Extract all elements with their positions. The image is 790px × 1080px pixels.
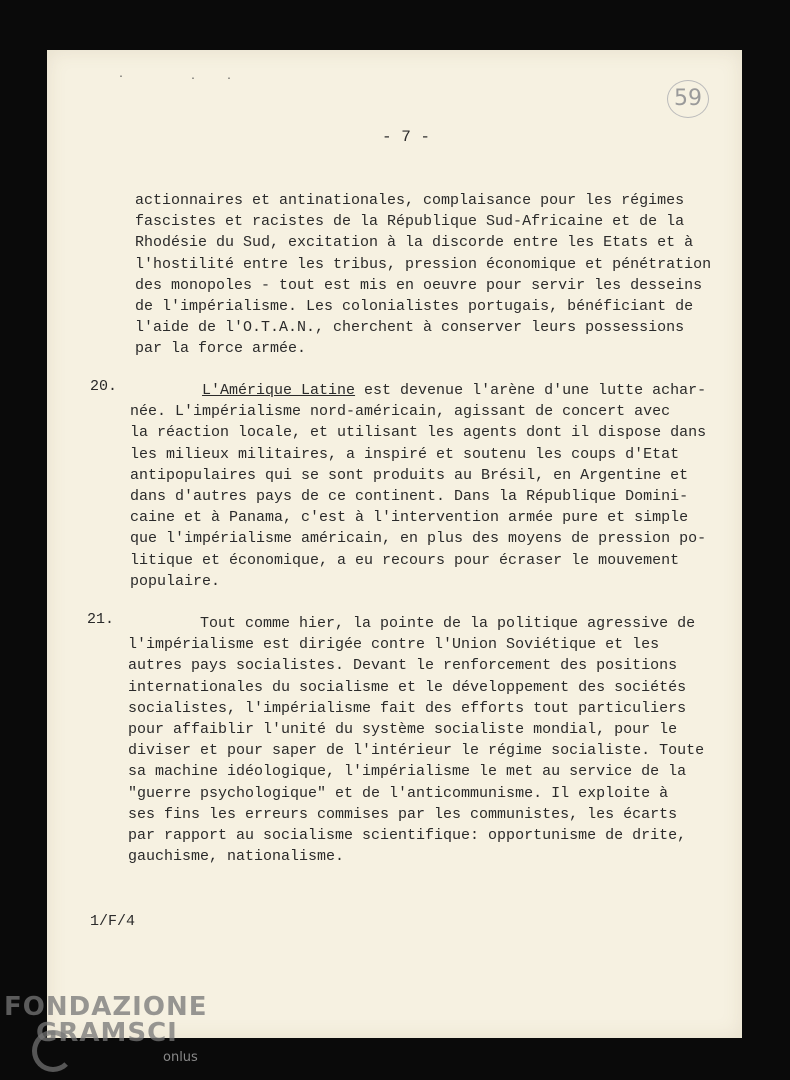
paper-specks: · .. bbox=[118, 72, 263, 83]
paragraph-21: Tout comme hier, la pointe de la politique agressive de l'impérialisme est dirigée contre l'Union Soviétique et les autres pays socialistes. Devant le renforcement des positions internationales du socialisme et le développement des sociétés socialistes, l'impérialisme fait des efforts tout particuliers pour affaiblir l'unité du système socialiste mondial, pour le diviser et pour saper de l'intérieur le régime socialiste. Toute sa machine idéologique, l'impérialisme le met au service de la "guerre psychologique" et de l'anticommunisme. Il exploite à ses fins les erreurs commises par les communistes, les écarts par rapport au socialisme scientifique: opportunisme de drite, gauchisme, nationalisme. bbox=[128, 615, 705, 866]
underlined-heading: L'Amérique Latine bbox=[202, 382, 356, 399]
paragraph-20-body: née. L'impérialisme nord-américain, agissant de concert avec la réaction locale, et utilisant les agents dont il dispose dans les milieux militaires, a inspiré et soutenu les coups d'Etat antipopulaires qui se sont produits au Brésil, en Argentine et dans d'autres pays de ce continent. Dans la République Domini- caine et à Panama, c'est à l'intervention armée pure et simple que l'impérialisme américain, en plus des moyens de pression po- litique et économique, a eu recours pour écraser le mouvement populaire. bbox=[130, 403, 707, 590]
watermark-line-1: FONDAZIONE bbox=[4, 992, 208, 1022]
paragraph-number-21: 21. bbox=[87, 611, 115, 628]
paragraph-number-20: 20. bbox=[90, 378, 118, 395]
watermark-line-2: GRAMSCI bbox=[36, 1018, 178, 1048]
watermark-line-3: onlus bbox=[163, 1050, 198, 1065]
page-number: - 7 - bbox=[382, 128, 431, 146]
paragraph-intro: actionnaires et antinationales, complaisance pour les régimes fascistes et racistes de la République Sud-Africaine et de la Rhodésie du Sud, excitation à la discorde entre les Etats et à l'hostilité entre les tribus, pression économique et pénétration des monopoles - tout est mis en oeuvre pour servir les desseins de l'impérialisme. Les colonialistes portugais, bénéficiant de l'aide de l'O.T.A.N., cherchent à conserver leurs possessions par la force armée. bbox=[135, 192, 712, 358]
archive-stamp-number: 59 bbox=[667, 80, 709, 118]
paragraph-20 bbox=[130, 380, 706, 592]
paragraph-20-first-line: est devenue l'arène d'une lutte achar- bbox=[355, 382, 707, 399]
reference-code: 1/F/4 bbox=[90, 913, 136, 930]
